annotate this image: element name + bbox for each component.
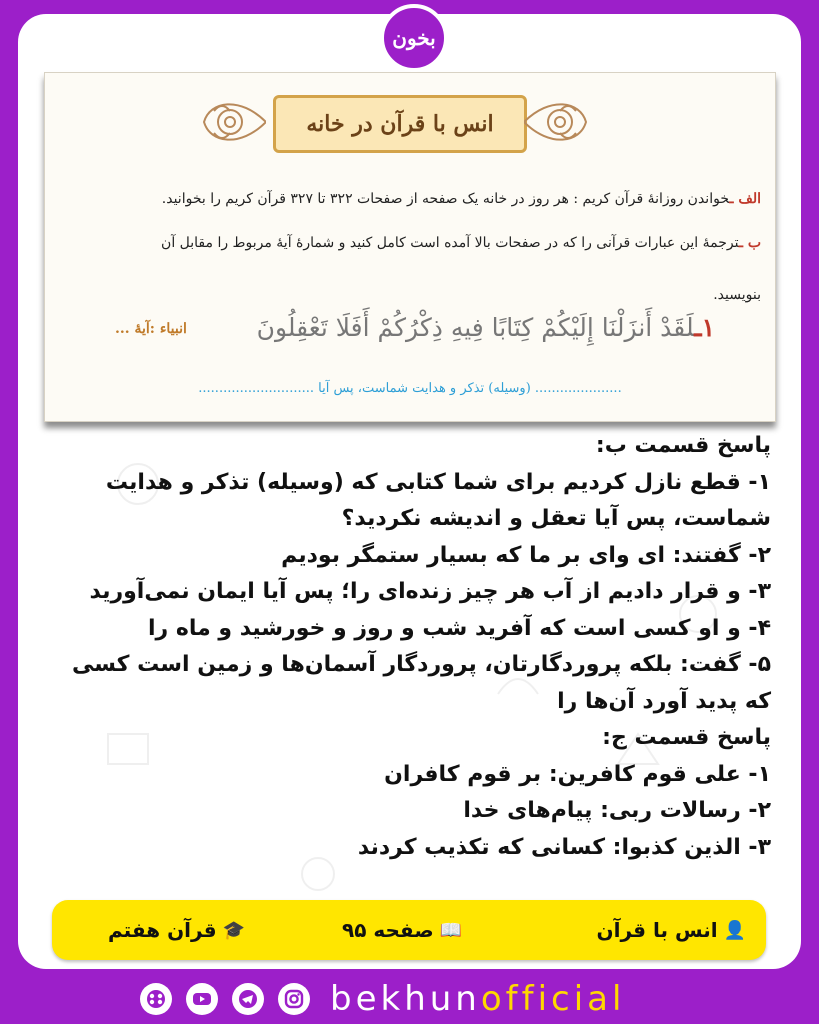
lesson-label: 👤 انس با قرآن [596, 918, 746, 942]
instruction-alef [162, 191, 761, 207]
answer-line: ۵- گفت: بلکه پروردگارتان، پروردگار آسمان‌ها و زمین است کسی که پدید آورد آن‌ها را [72, 652, 771, 714]
teacher-icon: 👤 [723, 919, 746, 941]
page-label: 📖 صفحه ۹۵ [342, 918, 463, 942]
brand-name: bekhunofficial [330, 979, 626, 1019]
answer-line: ۱- علی قوم کافرین: بر قوم کافران [384, 761, 771, 787]
instagram-icon[interactable] [278, 983, 310, 1015]
content-card [18, 14, 801, 969]
graduation-cap-icon: 🎓 [222, 919, 245, 941]
youtube-icon[interactable] [186, 983, 218, 1015]
ornament-right-icon [524, 91, 590, 153]
answer-line: ۲- رسالات ربی: پیام‌های خدا [463, 798, 771, 823]
answer-line: ۴- و او کسی است که آفرید شب و روز و خورشید و ماه را [148, 615, 771, 641]
banner-title: انس با قرآن در خانه [273, 95, 527, 153]
bekhun-logo[interactable] [380, 4, 448, 72]
translation-blank-line: ..................... (وسیله) تذکر و هدایت شماست، پس آیا ............................ [198, 381, 622, 396]
answer-heading-be: پاسخ قسمت ب: [595, 433, 771, 458]
aparat-icon[interactable] [140, 983, 172, 1015]
instruction-be-continued: بنویسید. [713, 287, 761, 303]
answer-section [56, 428, 771, 866]
title-banner-row [45, 85, 775, 161]
ornament-left-icon [200, 91, 266, 153]
verse-line [257, 313, 715, 342]
verse-text: لَقَدْ أَنزَلْنَا إِلَيْكُمْ كِتَابًا فِيهِ ذِكْرُكُمْ أَفَلَا تَعْقِلُونَ [256, 313, 695, 342]
answer-line: ۳- و قرار دادیم از آب هر چیز زنده‌ای را؛ پس آیا ایمان نمی‌آورید [89, 579, 771, 604]
label-alef: الف ـ [729, 191, 761, 207]
footer [0, 974, 819, 1024]
info-bar [52, 900, 766, 960]
answer-heading-jim: پاسخ قسمت ج: [602, 725, 771, 750]
open-book-icon: 📖 [439, 919, 463, 941]
instruction-be [161, 235, 761, 251]
text-be: ترجمهٔ این عبارات قرآنی را که در صفحات بالا آمده است کامل کنید و شمارهٔ آیهٔ مربوط را مقابل آن [161, 235, 739, 251]
book-label: 🎓 قرآن هفتم [108, 918, 245, 942]
answer-line: ۲- گفتند: ای وای بر ما که بسیار ستمگر بودیم [281, 542, 771, 568]
label-be: ب ـ [738, 235, 761, 251]
verse-number: ۱ـ [694, 313, 715, 342]
logo-text: بخون [392, 26, 436, 50]
answer-line: ۳- الذین کذبوا: کسانی که تکذیب کردند [357, 834, 771, 860]
text-alef: خواندن روزانهٔ قرآن کریم : هر روز در خانه یک صفحه از صفحات ۳۲۲ تا ۳۲۷ قرآن کریم را بخوانید. [161, 191, 730, 207]
verse-reference: انبیاء :آیهٔ ... [115, 321, 187, 337]
answer-line: ۱- قطع نازل کردیم برای شما کتابی که (وسیله) تذکر و هدایت شماست، پس آیا تعقل و اندیشه نکردید؟ [105, 469, 771, 531]
textbook-excerpt [44, 72, 776, 422]
telegram-icon[interactable] [232, 983, 264, 1015]
